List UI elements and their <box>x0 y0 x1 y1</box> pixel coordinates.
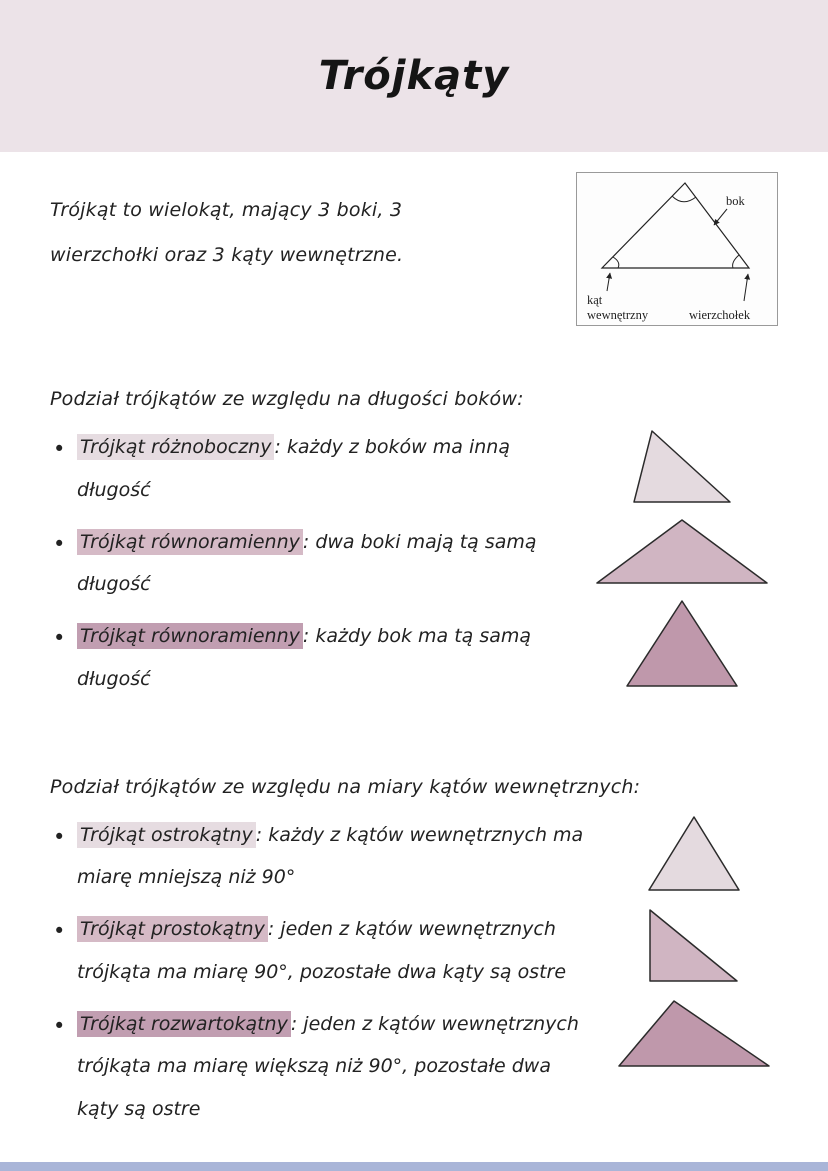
list-item-acute <box>50 814 595 900</box>
section-sides <box>50 388 778 710</box>
equilateral-triangle-image <box>625 598 740 690</box>
scalene-triangle-shape <box>634 431 730 502</box>
intro-row <box>50 172 778 326</box>
obtuse-triangle-shape <box>619 1001 769 1066</box>
isosceles-triangle-shape <box>597 520 767 583</box>
scalene-triangle-image <box>632 428 732 506</box>
section-angles-heading: Podział trójkątów ze względu na miary kątów wewnętrznych: <box>50 775 641 798</box>
right-angle-arc <box>733 255 739 268</box>
list-item-isosceles <box>50 521 542 607</box>
left-angle-arc <box>613 257 619 268</box>
term-highlight: Trójkąt równoramienny <box>77 529 303 555</box>
side-arrow <box>714 209 727 225</box>
list-item-equilateral <box>50 615 542 701</box>
section-angles-row <box>50 814 778 1140</box>
term-definition: : jeden z kątów wewnętrznych trójkąta ma miarę większą niż 90°, pozostałe dwa kąty są ostre <box>77 1012 579 1120</box>
header-band <box>0 0 828 152</box>
right-triangle-shape <box>650 910 737 981</box>
section-sides-heading: Podział trójkątów ze względu na długości boków: <box>50 388 524 410</box>
section-angles <box>50 776 778 1140</box>
term-definition: : każdy z boków ma inną długość <box>77 436 510 501</box>
isosceles-triangle-image <box>595 517 770 587</box>
term-highlight: Trójkąt prostokątny <box>77 916 268 942</box>
obtuse-triangle-image <box>617 998 772 1070</box>
inner-angle-label-line2: wewnętrzny <box>587 308 649 322</box>
vertex-arrow <box>744 274 748 301</box>
inner-angle-arrow <box>607 273 610 291</box>
term-definition: : każdy bok ma tą samą długość <box>77 625 532 690</box>
vertex-label: wierzchołek <box>689 308 751 322</box>
top-angle-arc <box>672 196 696 202</box>
triangle-anatomy-figure <box>576 172 778 326</box>
list-item-scalene <box>50 426 542 512</box>
term-highlight: Trójkąt ostrokątny <box>77 822 256 848</box>
term-highlight: Trójkąt rozwartokątny <box>77 1011 291 1037</box>
angles-type-list <box>50 814 595 1140</box>
acute-triangle-image <box>647 814 742 894</box>
list-item-obtuse <box>50 1003 595 1131</box>
right-triangle-image <box>648 908 740 984</box>
footer-band <box>0 1162 828 1171</box>
sides-triangles-column <box>586 426 778 710</box>
term-definition: : każdy z kątów wewnętrznych ma miarę mniejszą niż 90° <box>77 823 584 889</box>
side-label: bok <box>726 194 745 208</box>
term-highlight: Trójkąt różnoboczny <box>77 434 274 460</box>
section-sides-row <box>50 426 778 710</box>
list-item-right <box>50 908 595 994</box>
intro-paragraph: Trójkąt to wielokąt, mający 3 boki, 3 wierzchołki oraz 3 kąty wewnętrzne. <box>50 199 404 266</box>
page-title: Trójkąty <box>318 53 510 99</box>
acute-triangle-shape <box>649 817 739 890</box>
equilateral-triangle-shape <box>627 601 737 686</box>
sides-type-list <box>50 426 542 710</box>
angles-triangles-column <box>610 814 778 1140</box>
inner-angle-label-line1: kąt <box>587 293 603 307</box>
term-definition: : jeden z kątów wewnętrznych trójkąta ma miarę 90°, pozostałe dwa kąty są ostre <box>77 918 567 983</box>
page-body <box>0 172 828 1140</box>
triangle-anatomy-diagram <box>577 173 777 325</box>
term-highlight: Trójkąt równoramienny <box>77 623 303 649</box>
term-definition: : dwa boki mają tą samą długość <box>77 530 537 596</box>
